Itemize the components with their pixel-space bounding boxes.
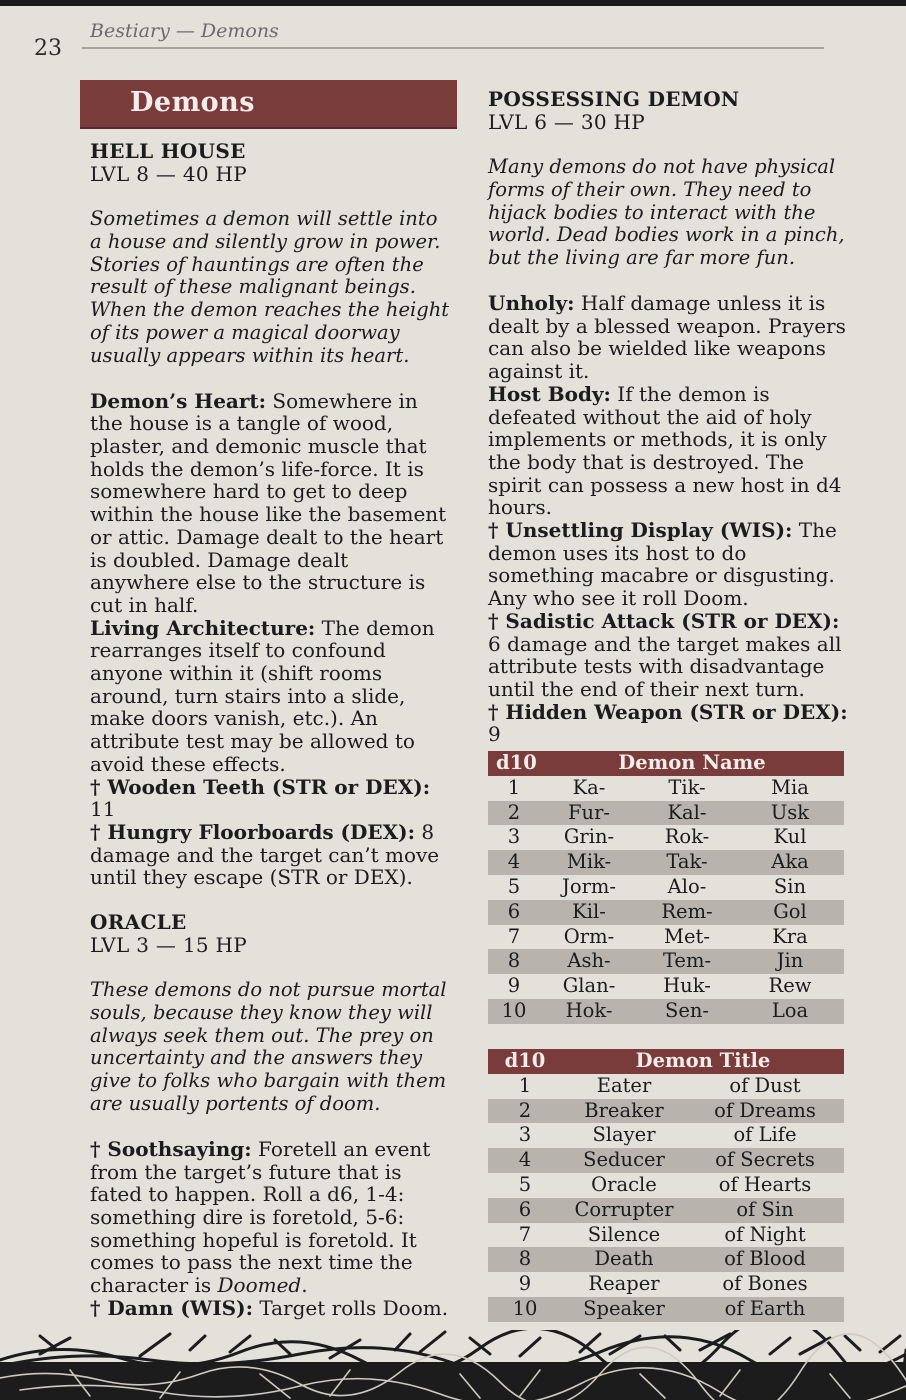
result-cell: Kal- — [638, 801, 736, 826]
roll-cell: 1 — [518, 1073, 532, 1097]
result-cell: of Night — [724, 1222, 806, 1246]
result-cell: Ka- — [572, 775, 606, 799]
die-header: d10 — [488, 1049, 562, 1074]
table-title: Demon Title — [562, 1049, 844, 1074]
table-row — [488, 1247, 844, 1272]
roll-cell: 8 — [488, 1247, 562, 1272]
ability-name: Living Architecture: — [90, 615, 316, 640]
roll-cell: 4 — [488, 850, 540, 875]
result-cell: Mik- — [540, 850, 638, 875]
result-cell: Ash- — [540, 949, 638, 974]
result-cell: Tak- — [638, 850, 736, 875]
result-cell: Loa — [736, 999, 844, 1024]
roll-cell: 10 — [488, 1297, 562, 1322]
table-row — [488, 1148, 844, 1173]
result-cell: Gol — [736, 900, 844, 925]
table-row — [488, 776, 844, 801]
table-row — [488, 949, 844, 974]
ability-name: † Hungry Floorboards (DEX): — [90, 819, 415, 844]
roll-cell: 3 — [518, 1123, 532, 1147]
result-cell: Oracle — [591, 1172, 657, 1196]
roll-cell: 6 — [488, 1198, 562, 1223]
left-column — [90, 140, 452, 1319]
roll-cell: 3 — [507, 825, 521, 849]
roots-border-decoration — [0, 1330, 906, 1400]
result-cell: Glan- — [562, 974, 616, 998]
table-row — [488, 875, 844, 900]
result-cell: Grin- — [563, 825, 615, 849]
roll-cell: 7 — [518, 1222, 532, 1246]
result-cell: Sin — [773, 874, 807, 898]
ability-emphasis: Doomed — [217, 1273, 302, 1298]
ability — [488, 519, 848, 610]
ability-tail: . — [301, 1273, 308, 1298]
table-row — [488, 1173, 844, 1198]
result-cell: Fur- — [540, 801, 638, 826]
ability-name: † Soothsaying: — [90, 1136, 252, 1161]
result-cell: Mia — [771, 775, 809, 799]
table-row — [488, 974, 844, 999]
header-rule — [82, 47, 824, 49]
hell-house-entry — [90, 140, 452, 889]
result-cell: Kra — [772, 924, 808, 948]
monster-name: HELL HOUSE — [90, 139, 246, 163]
table-row — [488, 900, 844, 925]
table-row — [488, 925, 844, 950]
result-cell: Sen- — [638, 999, 736, 1024]
table-header — [488, 751, 844, 776]
right-column — [488, 88, 848, 746]
demon-title-table — [488, 1049, 844, 1322]
ability-name: † Wooden Teeth (STR or DEX): — [90, 774, 431, 799]
result-cell: Hok- — [540, 999, 638, 1024]
monster-name: POSSESSING DEMON — [488, 87, 740, 111]
result-cell: Corrupter — [562, 1198, 686, 1223]
result-cell: Slayer — [592, 1123, 656, 1147]
result-cell: Tem- — [638, 949, 736, 974]
result-cell: of Bones — [722, 1272, 808, 1296]
roll-cell: 7 — [507, 924, 521, 948]
ability-name: Host Body: — [488, 381, 611, 406]
die-header: d10 — [488, 751, 540, 776]
result-cell: Death — [562, 1247, 686, 1272]
table-row — [488, 1223, 844, 1248]
monster-level: LVL 8 — 40 HP — [90, 162, 248, 186]
result-cell: Huk- — [663, 974, 711, 998]
section-banner — [80, 80, 457, 129]
ability-text: Somewhere in the house is a tangle of wood, plaster, and demonic muscle that holds the demon’s life-force. It is somewhere hard to get to deep within the house like the basement or attic. Damage dealt to the heart is doubled. Damage dealt anywhere else to the structure is cut in half. — [90, 388, 447, 617]
result-cell: Aka — [736, 850, 844, 875]
ability — [90, 821, 452, 889]
table-body — [488, 776, 844, 1024]
roll-cell: 2 — [488, 801, 540, 826]
ability-list — [90, 1138, 452, 1320]
ability — [90, 617, 452, 776]
roll-cell: 2 — [488, 1099, 562, 1124]
result-cell: of Secrets — [686, 1148, 844, 1173]
table-body — [488, 1074, 844, 1322]
result-cell: Rem- — [638, 900, 736, 925]
ability — [90, 776, 452, 821]
ability-text: 6 damage and the target makes all attribute tests with disadvantage until the end of their next turn. — [488, 631, 842, 701]
ability-name: † Damn (WIS): — [90, 1295, 253, 1320]
result-cell: Kil- — [540, 900, 638, 925]
result-cell: of Blood — [686, 1247, 844, 1272]
ability — [90, 1297, 452, 1320]
table-title: Demon Name — [540, 751, 844, 776]
result-cell: Met- — [664, 924, 710, 948]
ability-name: † Hidden Weapon (STR or DEX): — [488, 699, 848, 724]
monster-flavor: Sometimes a demon will settle into a house and silently grow in power. Stories of hauntings are often the result of these malignant beings. When the demon reaches the height of its power a magical doorway usually appears within its heart. — [90, 207, 450, 367]
demon-name-table — [488, 751, 844, 1024]
monster-flavor: These demons do not pursue mortal souls, because they know they will always seek them out. The prey on uncertainty and the answers they give to folks who bargain with them are usually portents of doom. — [90, 978, 447, 1116]
result-cell: Jorm- — [562, 874, 616, 898]
ability — [488, 610, 848, 701]
ability-text: Foretell an event from the target’s future that is fated to happen. Roll a d6, 1-4: something dire is foretold, 5-6: something hopeful is foretold. It comes to pass the next time the character is — [90, 1136, 431, 1298]
ability-text: 9 — [488, 722, 501, 747]
ability-name: † Sadistic Attack (STR or DEX): — [488, 608, 840, 633]
ability-text: The demon uses its host to do something macabre or disgusting. Any who see it roll Doom. — [488, 518, 837, 611]
page-number: 23 — [34, 36, 62, 61]
result-cell: of Earth — [686, 1297, 844, 1322]
result-cell: Eater — [596, 1073, 652, 1097]
roll-cell: 9 — [518, 1272, 532, 1296]
monster-level: LVL 3 — 15 HP — [90, 933, 248, 958]
ability-text: The demon rearranges itself to confound anyone within it (shift rooms around, turn stairs into a slide, make doors vanish, etc.). An attribute test may be allowed to avoid these effects. — [90, 615, 435, 776]
table-row — [488, 850, 844, 875]
ability-list — [488, 292, 848, 746]
ability — [488, 701, 848, 746]
monster-flavor: Many demons do not have physical forms of their own. They need to hijack bodies to interact with the world. Dead bodies work in a pinch, but the living are far more fun. — [488, 155, 845, 270]
ability-text: Target rolls Doom. — [252, 1295, 449, 1320]
result-cell: Kul — [773, 825, 807, 849]
result-cell: of Hearts — [718, 1172, 812, 1196]
ability — [488, 383, 848, 519]
result-cell: Orm- — [563, 924, 615, 948]
table-row — [488, 1297, 844, 1322]
monster-level: LVL 6 — 30 HP — [488, 110, 646, 134]
monster-name: ORACLE — [90, 910, 187, 935]
table-row — [488, 1074, 844, 1099]
roll-cell: 1 — [507, 775, 521, 799]
table-header — [488, 1049, 844, 1074]
ability-text: Half damage unless it is dealt by a blessed weapon. Prayers can also be wielded like weapons against it. — [488, 290, 846, 384]
ability — [90, 1138, 452, 1297]
ability-text: 11 — [90, 797, 116, 822]
oracle-entry — [90, 911, 452, 1319]
result-cell: of Life — [733, 1123, 797, 1147]
table-row — [488, 801, 844, 826]
table-row — [488, 1272, 844, 1297]
table-row — [488, 1099, 844, 1124]
result-cell: Speaker — [562, 1297, 686, 1322]
result-cell: Tik- — [668, 775, 706, 799]
roll-cell: 8 — [488, 949, 540, 974]
roll-cell: 4 — [488, 1148, 562, 1173]
table-row — [488, 825, 844, 850]
result-cell: Breaker — [562, 1099, 686, 1124]
result-cell: of Dust — [729, 1073, 801, 1097]
result-cell: Alo- — [667, 874, 707, 898]
table-row — [488, 1198, 844, 1223]
roll-cell: 6 — [488, 900, 540, 925]
table-row — [488, 999, 844, 1024]
ability-name: Unholy: — [488, 290, 575, 315]
ability-text: 8 damage and the target can’t move until they escape (STR or DEX). — [90, 819, 440, 890]
result-cell: Seducer — [562, 1148, 686, 1173]
roll-cell: 5 — [507, 874, 521, 898]
result-cell: Usk — [736, 801, 844, 826]
result-cell: of Dreams — [686, 1099, 844, 1124]
ability-text: If the demon is defeated without the aid of holy implements or methods, it is only the body that is destroyed. The spirit can possess a new host in d4 hours. — [488, 381, 842, 520]
ability — [90, 390, 452, 617]
possessing-demon-entry — [488, 88, 848, 746]
running-head: Bestiary — Demons — [90, 20, 279, 42]
section-title: Demons — [130, 87, 256, 118]
ability-name: † Unsettling Display (WIS): — [488, 518, 793, 543]
table-row — [488, 1123, 844, 1148]
result-cell: of Sin — [686, 1198, 844, 1223]
result-cell: Jin — [736, 949, 844, 974]
result-cell: Reaper — [588, 1272, 660, 1296]
result-cell: Rew — [768, 974, 812, 998]
ability-name: Demon’s Heart: — [90, 388, 267, 413]
roll-cell: 10 — [488, 999, 540, 1024]
result-cell: Rok- — [664, 825, 710, 849]
roll-cell: 9 — [507, 974, 521, 998]
ability — [488, 292, 848, 383]
roll-cell: 5 — [518, 1172, 532, 1196]
page-frame-top — [0, 0, 906, 6]
ability-list — [90, 390, 452, 889]
result-cell: Silence — [587, 1222, 661, 1246]
